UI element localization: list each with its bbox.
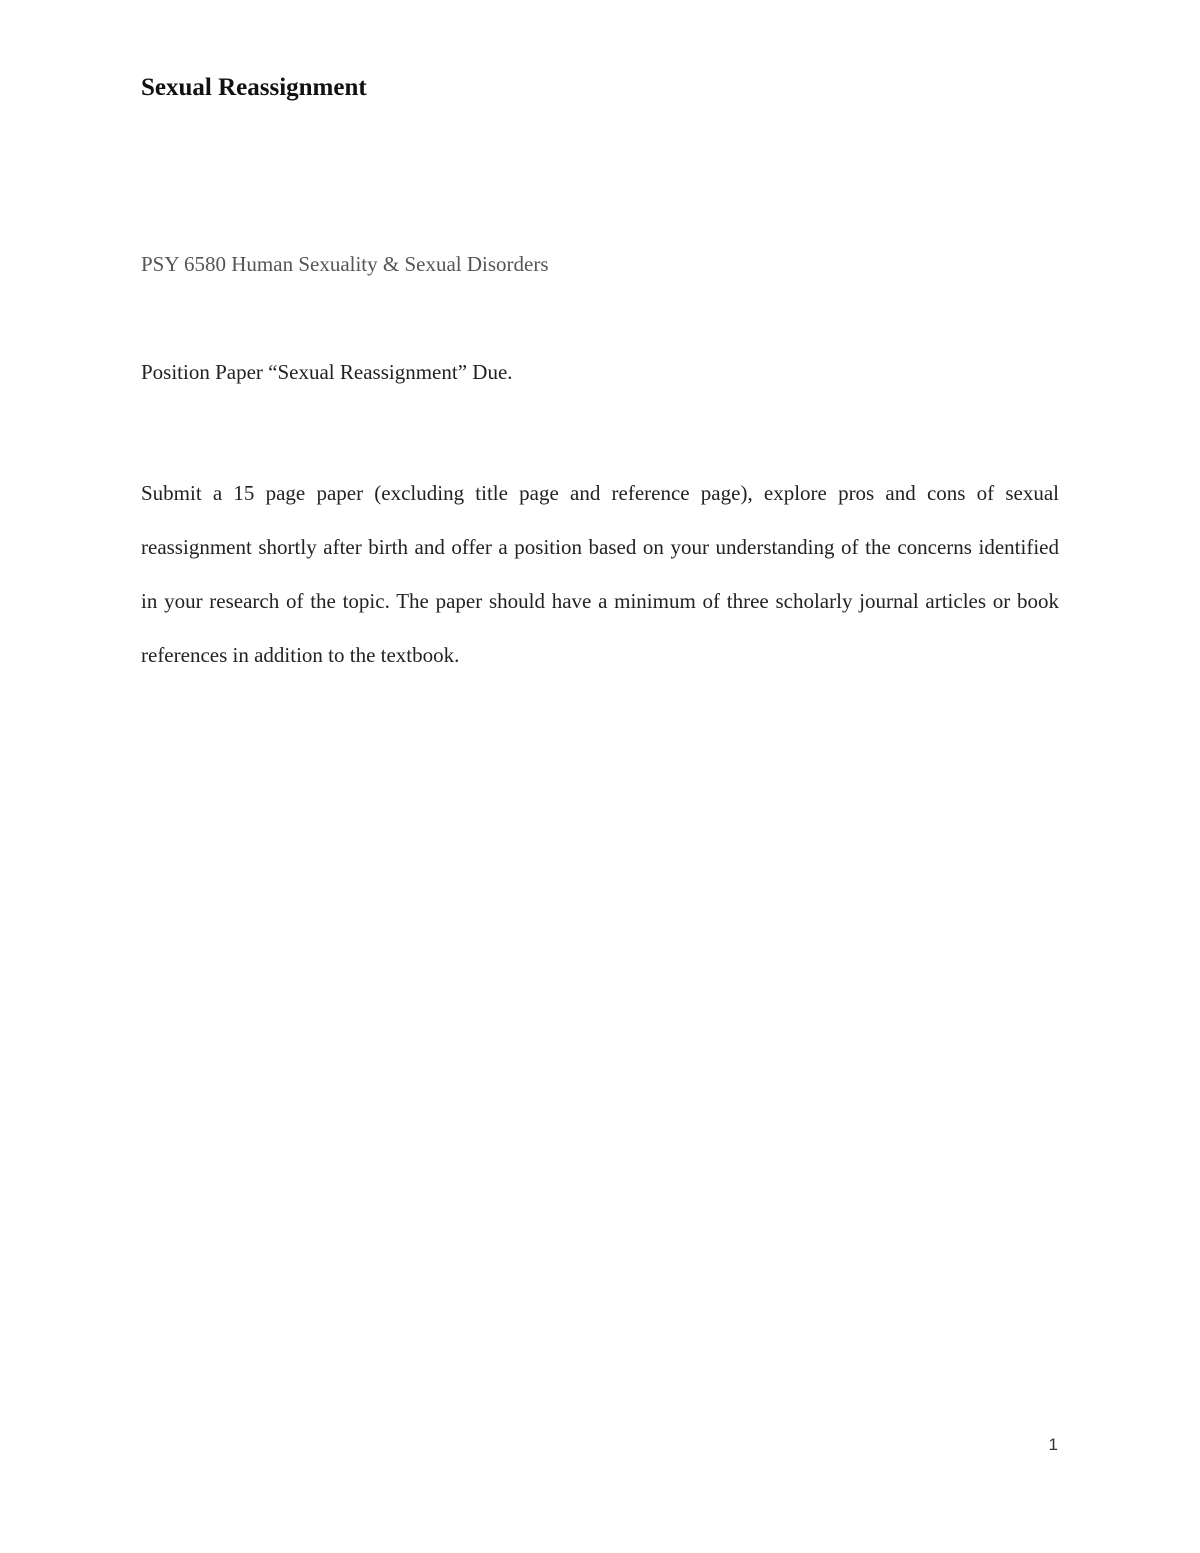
assignment-line: Position Paper “Sexual Reassignment” Due. [141, 360, 513, 384]
course-name: PSY 6580 Human Sexuality & Sexual Disorders [141, 252, 549, 276]
assignment-instructions: Submit a 15 page paper (excluding title page and reference page), explore pros and cons of sexual reassignment shortly after birth and offer a position based on your understanding of the concerns identified in your research of the topic. The paper should have a minimum of three scholarly journal articles or book references in addition to the textbook. [141, 481, 1059, 667]
page-number: 1 [1048, 1435, 1058, 1454]
document-title: Sexual Reassignment [141, 74, 367, 101]
